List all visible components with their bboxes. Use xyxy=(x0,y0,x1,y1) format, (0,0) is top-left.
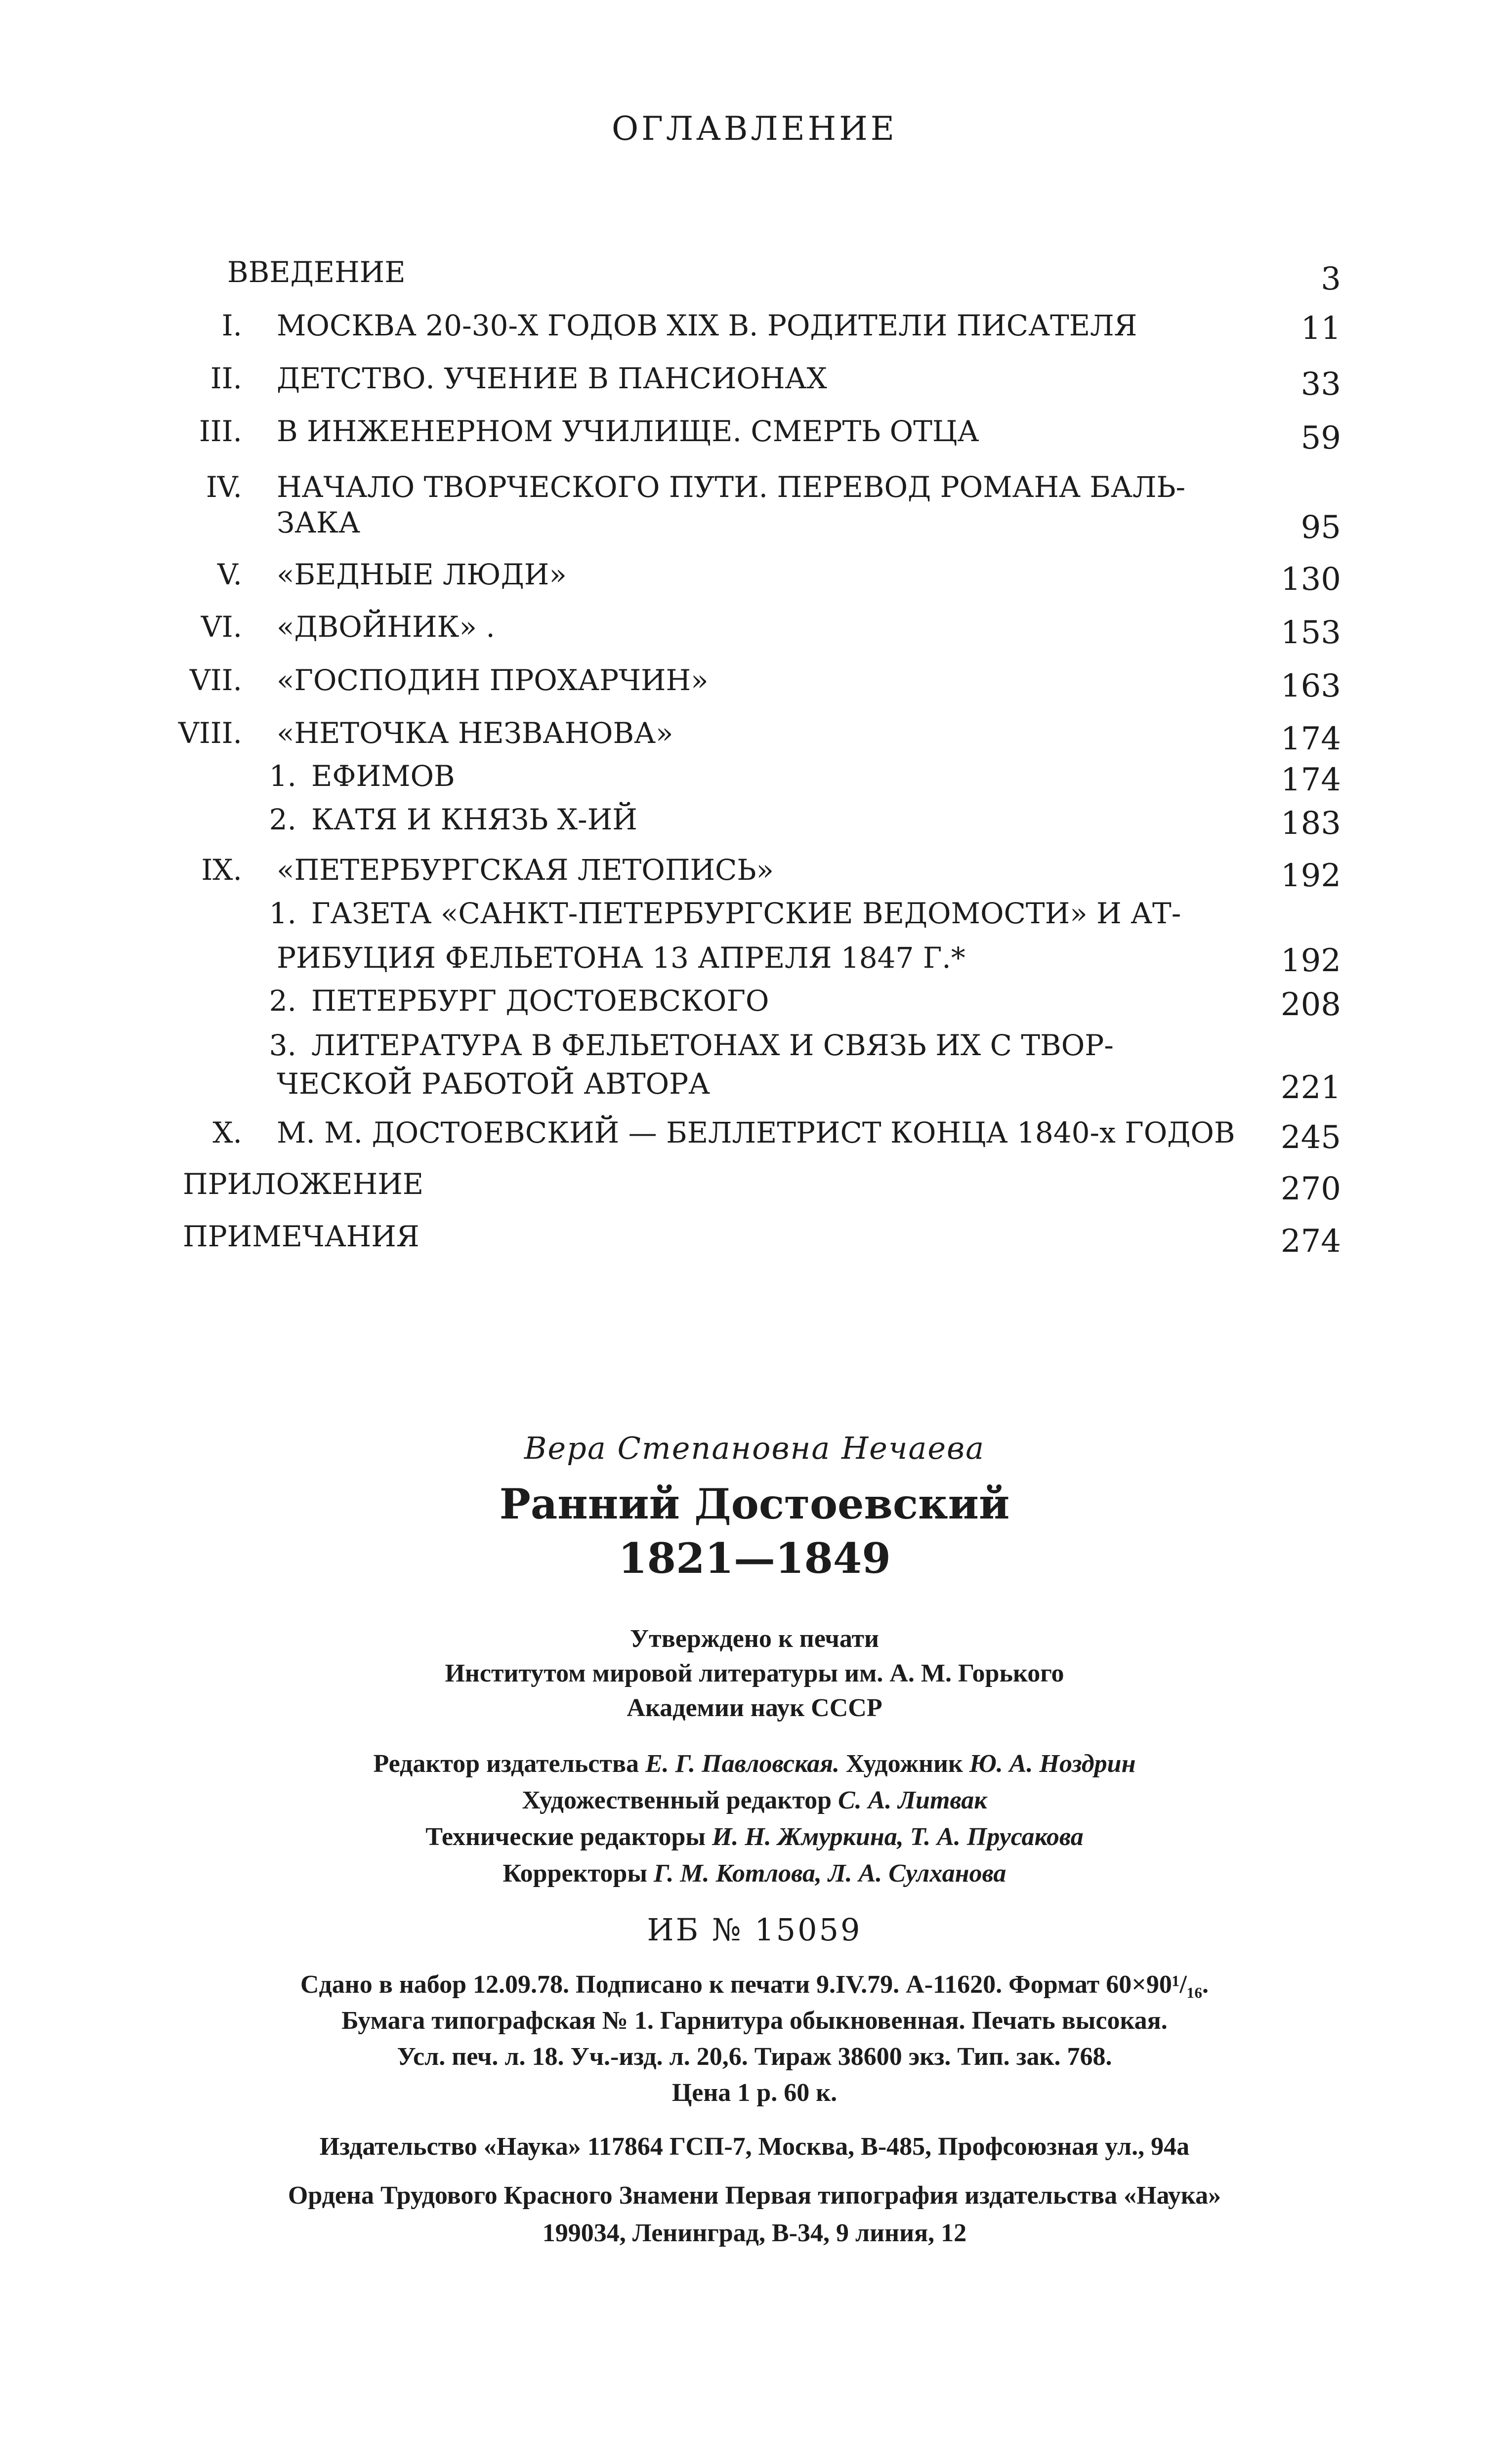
toc-entry-title: «ПЕТЕРБУРГСКАЯ ЛЕТОПИСЬ» xyxy=(277,853,774,887)
print-details-line: Бумага типографская № 1. Гарнитура обыкновенная. Печать высокая. xyxy=(341,2007,1168,2035)
credits-line xyxy=(0,1857,1509,1890)
credits-role: Художественный редактор xyxy=(522,1786,838,1814)
ib-number: ИБ № 15059 xyxy=(647,1912,862,1948)
printer-address: 199034, Ленинград, В-34, 9 линия, 12 xyxy=(542,2219,967,2247)
toc-entry-page: 274 xyxy=(1280,1223,1341,1260)
toc-entry-page: 270 xyxy=(1280,1171,1341,1207)
toc-entry-title-continued: РИБУЦИЯ ФЕЛЬЕТОНА 13 АПРЕЛЯ 1847 Г.* xyxy=(277,941,965,975)
toc-entry-title: «ГОСПОДИН ПРОХАРЧИН» xyxy=(277,663,709,697)
toc-entry-page: 245 xyxy=(1280,1119,1341,1156)
credits-role: Редактор издательства xyxy=(373,1750,645,1778)
toc-entry-number: IV. xyxy=(206,470,242,504)
toc-entry-title: «ДВОЙНИК» . xyxy=(277,610,495,644)
toc-entry-title: ВВЕДЕНИЕ xyxy=(227,255,406,289)
toc-entry-number: IX. xyxy=(201,853,242,887)
toc-entry-page: 95 xyxy=(1300,509,1341,546)
toc-entry-number: VI. xyxy=(201,610,242,644)
toc-entry-title: ПЕТЕРБУРГ ДОСТОЕВСКОГО xyxy=(311,984,769,1018)
credits-person: Г. М. Котлова, Л. А. Сулханова xyxy=(653,1859,1006,1888)
book-years: 1821—1849 xyxy=(618,1534,891,1583)
print-details-line: Усл. печ. л. 18. Уч.-изд. л. 20,6. Тираж 38600 экз. Тип. зак. 768. xyxy=(397,2043,1112,2071)
credits-line xyxy=(0,1748,1509,1780)
credits-line xyxy=(0,1784,1509,1817)
toc-entry-page: 192 xyxy=(1280,943,1341,979)
toc-entry-number: 2. xyxy=(269,984,296,1018)
toc-entry-title: ГАЗЕТА «САНКТ-ПЕТЕРБУРГСКИЕ ВЕДОМОСТИ» И АТ- xyxy=(311,897,1181,930)
credits-person: И. Н. Жмуркина, Т. А. Прусакова xyxy=(712,1823,1084,1851)
toc-entry-title-continued: ЧЕСКОЙ РАБОТОЙ АВТОРА xyxy=(277,1067,711,1101)
printer-line: Ордена Трудового Красного Знамени Первая типография издательства «Наука» xyxy=(288,2181,1221,2210)
toc-entry-page: 221 xyxy=(1280,1069,1341,1106)
toc-entry-page: 11 xyxy=(1300,310,1341,347)
price-line: Цена 1 р. 60 к. xyxy=(671,2079,838,2107)
credits-role: Художник xyxy=(839,1750,969,1778)
credits-role: Технические редакторы xyxy=(425,1823,712,1851)
credits-role: Корректоры xyxy=(503,1859,654,1888)
toc-entry-title: ДЕТСТВО. УЧЕНИЕ В ПАНСИОНАХ xyxy=(277,362,827,395)
toc-entry-number: V. xyxy=(217,558,242,591)
toc-entry-number: 1. xyxy=(269,897,296,930)
toc-entry-number: I. xyxy=(221,309,242,342)
credits-person: Ю. А. Ноздрин xyxy=(969,1750,1136,1778)
credits-person: Е. Г. Павловская. xyxy=(645,1750,839,1778)
toc-entry-page: 153 xyxy=(1280,615,1341,651)
approval-line: Институтом мировой литературы им. А. М. Горького xyxy=(445,1659,1064,1687)
toc-entry-page: 130 xyxy=(1280,561,1341,598)
toc-entry-number: II. xyxy=(210,362,242,395)
toc-entry-page: 163 xyxy=(1280,668,1341,704)
toc-entry-number: 1. xyxy=(269,759,296,793)
book-title: Ранний Достоевский xyxy=(499,1479,1010,1528)
toc-entry-title: КАТЯ И КНЯЗЬ Х-ИЙ xyxy=(311,803,637,836)
toc-entry-title: ПРИМЕЧАНИЯ xyxy=(183,1220,419,1253)
toc-entry-title: ЛИТЕРАТУРА В ФЕЛЬЕТОНАХ И СВЯЗЬ ИХ С ТВОР- xyxy=(311,1028,1114,1062)
toc-entry-page: 174 xyxy=(1280,762,1341,798)
publisher-address: Издательство «Наука» 117864 ГСП-7, Москва, В-485, Профсоюзная ул., 94а xyxy=(319,2133,1190,2161)
toc-entry-title: «НЕТОЧКА НЕЗВАНОВА» xyxy=(277,716,673,750)
approval-line: Академии наук СССР xyxy=(627,1694,882,1722)
toc-entry-page: 59 xyxy=(1300,420,1341,456)
toc-entry-title: «БЕДНЫЕ ЛЮДИ» xyxy=(277,558,567,591)
toc-entry-number: X. xyxy=(212,1116,242,1150)
approval-line: Утверждено к печати xyxy=(629,1625,880,1653)
toc-entry-title: ЕФИМОВ xyxy=(311,759,455,793)
print-details-line: Сдано в набор 12.09.78. Подписано к печати 9.IV.79. А-11620. Формат 60×90¹/₁₆. xyxy=(300,1971,1209,1999)
toc-entry-page: 183 xyxy=(1280,805,1341,842)
toc-entry-title: В ИНЖЕНЕРНОМ УЧИЛИЩЕ. СМЕРТЬ ОТЦА xyxy=(277,414,979,448)
toc-entry-title: М. М. ДОСТОЕВСКИЙ — БЕЛЛЕТРИСТ КОНЦА 1840-х ГОДОВ xyxy=(277,1116,1235,1150)
toc-entry-number: 2. xyxy=(269,803,296,836)
toc-entry-title-continued: ЗАКА xyxy=(277,506,360,539)
toc-entry-title: НАЧАЛО ТВОРЧЕСКОГО ПУТИ. ПЕРЕВОД РОМАНА БАЛЬ- xyxy=(277,470,1186,504)
toc-entry-page: 174 xyxy=(1280,721,1341,757)
toc-entry-page: 208 xyxy=(1280,986,1341,1023)
toc-entry-number: VIII. xyxy=(178,716,242,750)
toc-entry-page: 33 xyxy=(1300,366,1341,403)
toc-entry-page: 3 xyxy=(1321,261,1341,297)
toc-entry-number: VII. xyxy=(189,663,242,697)
credits-person: С. А. Литвак xyxy=(838,1786,987,1814)
toc-heading: ОГЛАВЛЕНИЕ xyxy=(612,110,897,148)
toc-entry-title: МОСКВА 20-30-Х ГОДОВ XIX В. РОДИТЕЛИ ПИСАТЕЛЯ xyxy=(277,309,1137,342)
credits-line xyxy=(0,1821,1509,1853)
toc-entry-title: ПРИЛОЖЕНИЕ xyxy=(183,1167,424,1201)
toc-entry-page: 192 xyxy=(1280,858,1341,894)
toc-entry-number: 3. xyxy=(269,1028,296,1062)
toc-entry-number: III. xyxy=(199,414,242,448)
author-name: Вера Степановна Нечаева xyxy=(524,1430,985,1466)
